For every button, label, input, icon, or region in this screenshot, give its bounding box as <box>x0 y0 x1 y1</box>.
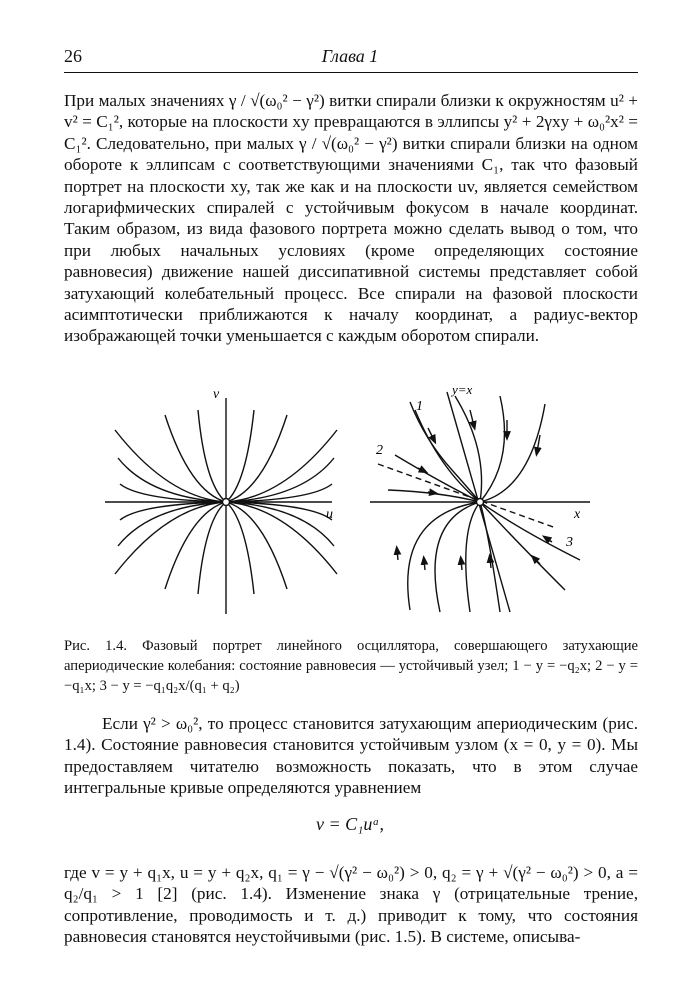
paragraph-2: Если γ² > ω₀², то процесс становится затухающим апериодическим (рис. 1.4). Состояние равновесия становится устойчивым узлом (x = 0, y = 0). Мы предоставляем читателю возможность показать, что в этом случае интегральные кривые определяются уравнением <box>64 714 638 798</box>
chapter-title: Глава 1 <box>321 46 379 66</box>
left-phase-portrait <box>105 398 337 614</box>
equilibrium-point <box>223 499 230 506</box>
paragraph-1: При малых значениях γ / √(ω₀² − γ²) витки спирали близки к окружностям u² + v² = C₁², которые на плоскости xy превращаются в эллипсы y² + 2γxy + ω₀²x² = C₁². Следовательно, при малых γ / √(ω₀² − γ²) витки спирали близки на одном обороте к эллипсам с соответствующими значениями C₁, так что фазовый портрет на плоскости xy, так же как и на плоскости uv, является семейством логарифмических спиралей с устойчивым фокусом в начале координат. Таким образом, из вида фазового портрета можно сделать вывод о том, что при любых начальных условиях (кроме определяющих состояние равновесия) движение нашей диссипативной системы представляет собой затухающий колебательный процесс. Все спирали на фазовой плоскости асимптотически приближаются к началу координат, а радиус-вектор изображающей точки уменьшается с каждым оборотом спирали. <box>64 91 638 346</box>
diagonal-label: y=x <box>452 382 473 397</box>
header-rule <box>64 72 638 73</box>
figure-1-4 <box>0 380 700 632</box>
page-number: 26 <box>64 46 82 66</box>
curve-label-1: 1 <box>416 399 423 414</box>
curve-label-3: 3 <box>566 535 573 550</box>
x-axis-label: x <box>574 507 581 522</box>
figure-caption: Рис. 1.4. Фазовый портрет линейного осциллятора, совершающего затухающие апериодические колебания: состояние равновесия — устойчивый узел; 1 − y = −q₂x; 2 − y = −q₁x; 3 − y = −q₁q₂x/(q₁ + q₂) <box>64 638 638 694</box>
v-axis-label: v <box>213 387 220 402</box>
u-axis-label: u <box>326 507 333 522</box>
right-phase-portrait <box>370 392 590 612</box>
paragraph-3: где v = y + q₁x, u = y + q₂x, q₁ = γ − √(γ² − ω₀²) > 0, q₂ = γ + √(γ² − ω₀²) > 0, a = q₂/q₁ > 1 [2] (рис. 1.4). Изменение знака γ (отрицательные трение, сопротивление, проводимость и т. д.) приводит к тому, что состояния равновесия становятся неустойчивыми (рис. 1.5). В системе, описыва- <box>64 863 638 947</box>
display-formula: v = C₁uᵃ, <box>315 814 385 834</box>
stable-node-point <box>477 499 484 506</box>
running-header <box>64 44 636 70</box>
curve-label-2: 2 <box>376 443 383 458</box>
